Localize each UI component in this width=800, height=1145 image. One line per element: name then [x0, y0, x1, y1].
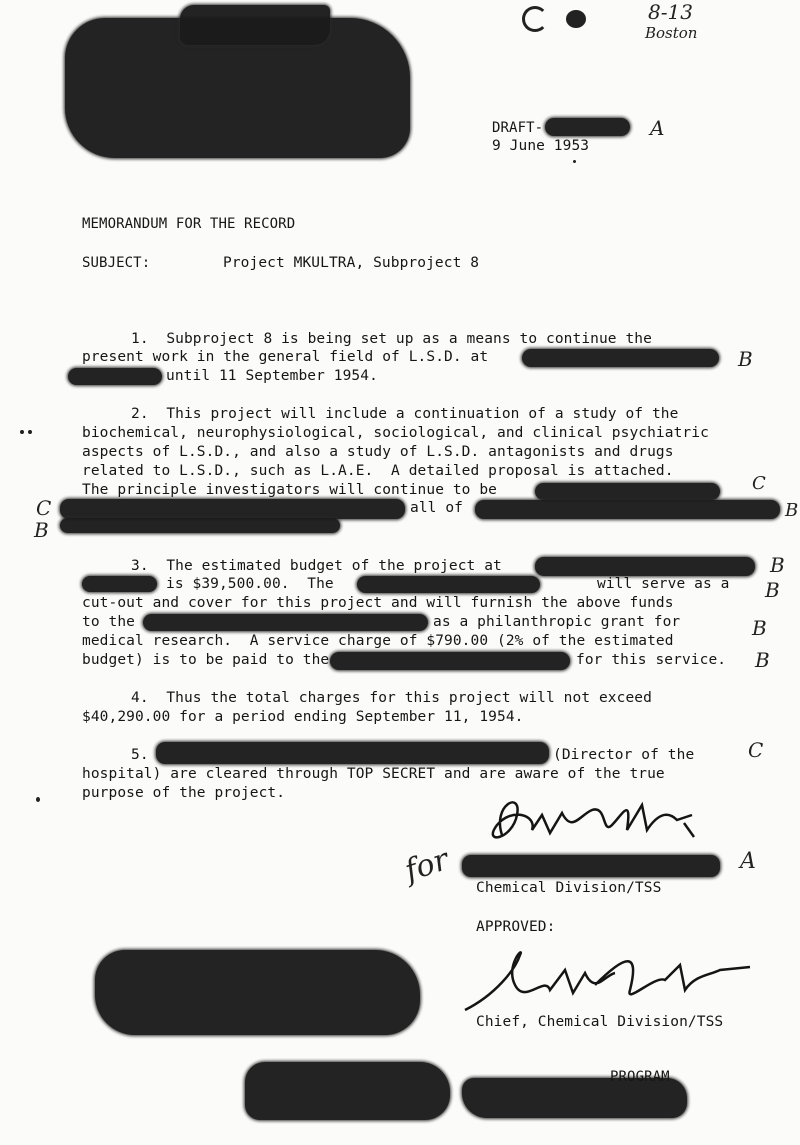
handwritten-number: 8-13	[648, 0, 693, 24]
para2-line1: 2. This project will include a continuation of a study of the	[131, 406, 679, 422]
margin-mark-a: A	[650, 116, 665, 140]
para5-number: 5.	[131, 747, 149, 763]
margin-mark-1: B	[738, 347, 753, 371]
para3-line2: is $39,500.00. The	[166, 576, 334, 592]
para4-line2: $40,290.00 for a period ending September 11, 1954.	[82, 709, 524, 725]
redaction-bottom-left	[245, 1062, 450, 1120]
draft-label: DRAFT-	[492, 120, 544, 136]
redaction-p2-investigators-a	[535, 483, 720, 500]
redaction-signatory	[462, 855, 720, 877]
para3-line5: medical research. A service charge of $790.00 (2% of the estimated	[82, 633, 674, 649]
redaction-approver-left	[95, 950, 420, 1035]
para3-line6b: for this service.	[576, 652, 727, 668]
chief-title: Chief, Chemical Division/TSS	[476, 1014, 724, 1030]
margin-mark-9: B	[755, 648, 770, 672]
redaction-p3-recipient	[143, 614, 428, 631]
para2-line3: aspects of L.S.D., and also a study of L.S.D. antagonists and drugs	[82, 444, 674, 460]
margin-mark-10: C	[748, 738, 764, 762]
speck	[28, 430, 32, 434]
para5-line3: purpose of the project.	[82, 785, 286, 801]
handwritten-city: Boston	[645, 24, 698, 42]
para4-line1: 4. Thus the total charges for this project will not exceed	[131, 690, 652, 706]
margin-mark-7: B	[765, 578, 780, 602]
margin-mark-12: A	[740, 849, 756, 874]
punch-hole-mark-2	[566, 10, 586, 28]
para2-line4: related to L.S.D., such as L.A.E. A detailed proposal is attached.	[82, 463, 674, 479]
redaction-p2-investigators-d	[60, 518, 340, 533]
redaction-p3-cutout	[357, 576, 540, 593]
division-title: Chemical Division/TSS	[476, 880, 662, 896]
margin-mark-3: C	[36, 496, 52, 520]
redaction-p3-servicer	[330, 652, 570, 670]
para5-line1b: (Director of the	[553, 747, 695, 763]
speck	[20, 430, 24, 434]
para1-line1: 1. Subproject 8 is being set up as a means to continue the	[131, 331, 652, 347]
para3-line6: budget) is to be paid to the	[82, 652, 330, 668]
margin-mark-5: B	[785, 500, 799, 521]
margin-mark-6: B	[770, 553, 785, 577]
redaction-p2-investigators-c	[475, 500, 780, 519]
margin-mark-4: B	[34, 518, 49, 542]
signature-1-image	[462, 785, 702, 855]
para1-line2: present work in the general field of L.S.D. at	[82, 349, 489, 365]
para3-line3: cut-out and cover for this project and will furnish the above funds	[82, 595, 674, 611]
redaction-p1-site	[522, 349, 719, 367]
memo-title: MEMORANDUM FOR THE RECORD	[82, 216, 296, 232]
memo-date: 9 June 1953	[492, 138, 590, 154]
redaction-p1-city	[68, 368, 162, 385]
approved-label: APPROVED:	[476, 919, 556, 935]
para2-line5: The principle investigators will continue to be	[82, 482, 497, 498]
para2-line6: all of	[410, 500, 463, 516]
para3-line4: to the	[82, 614, 135, 630]
redaction-p5-names	[156, 742, 549, 764]
para1-line3: until 11 September 1954.	[166, 368, 378, 384]
para3-line4b: as a philanthropic grant for	[433, 614, 681, 630]
speck	[36, 797, 40, 802]
margin-mark-8: B	[752, 616, 767, 640]
redaction-p3-site	[535, 557, 755, 576]
redaction-p2-investigators-b	[60, 499, 405, 519]
redaction-letterhead-tail	[180, 5, 330, 45]
punch-hole-mark	[522, 6, 548, 32]
subject-label: SUBJECT:	[82, 255, 151, 271]
speck	[573, 160, 576, 163]
para3-line1: 3. The estimated budget of the project at	[131, 558, 502, 574]
subject-value: Project MKULTRA, Subproject 8	[223, 255, 480, 271]
para5-line2: hospital) are cleared through TOP SECRET and are aware of the true	[82, 766, 665, 782]
signature-2-image	[455, 945, 755, 1015]
program-label: PROGRAM	[610, 1069, 670, 1085]
for-mark: for	[400, 842, 453, 889]
para3-line2b: will serve as a	[597, 576, 730, 592]
para2-line2: biochemical, neurophysiological, sociological, and clinical psychiatric	[82, 425, 709, 441]
redaction-draft	[545, 118, 630, 136]
margin-mark-2: C	[752, 473, 766, 494]
redaction-p3-city	[82, 576, 157, 592]
